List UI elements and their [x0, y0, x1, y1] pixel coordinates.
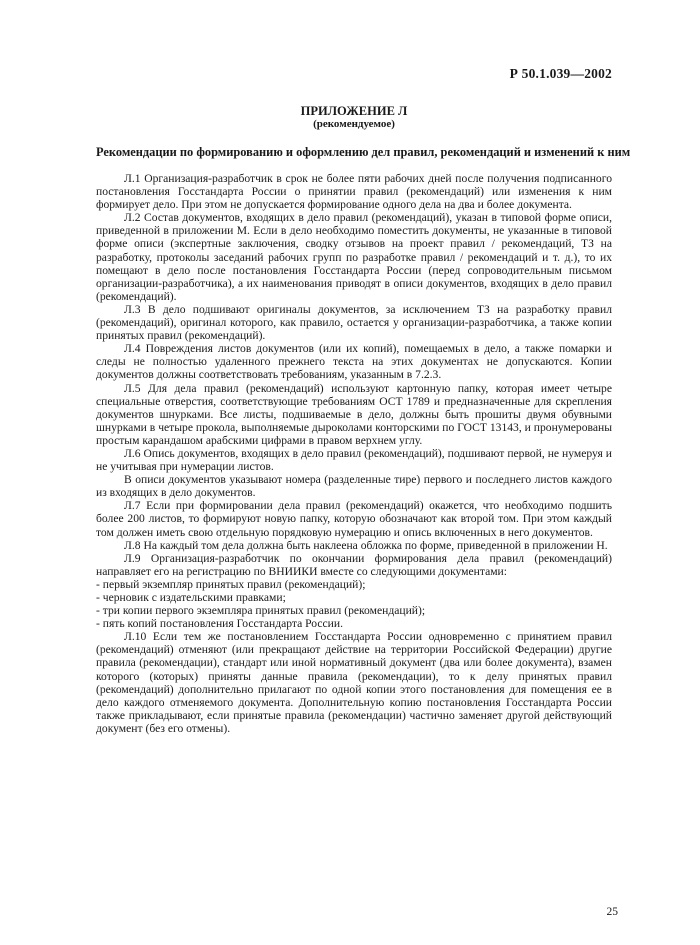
paragraph-l10: Л.10 Если тем же постановлением Госстандарта России одновременно с принятием правил (рекомендаций) отменяют (или прекращают действие на территории Российской Федерации) другие правила (рекомендации), стандарт или иной нормативный документ (два или более документа), взамен которого (которых) приняты данные правила (рекомендации), то к делу принятых правил (рекомендаций) дополнительно прилагают по одной копии этого постановления для помещения ее в дело каждого отменяемого документа. Дополнительную копию постановления Госстандарта России также прикладывают, если принятые правила (рекомендации) частично заменяет другой действующий документ (без его отмены).: [96, 630, 612, 735]
paragraph-l4: Л.4 Повреждения листов документов (или их копий), помещаемых в дело, а также помарки и следы не полностью удаленного прежнего текста на этих документах не допускаются. Копии документов должны соответствовать требованиям, указанным в 7.2.3.: [96, 342, 612, 382]
paragraph-l1: Л.1 Организация-разработчик в срок не более пяти рабочих дней после получения подписанного постановления Госстандарта России о принятии правил (рекомендаций) или изменения к ним формирует дело. При этом не допускается формирование одного дела на два и более документа.: [96, 172, 612, 212]
paragraph-l6-note: В описи документов указывают номера (разделенные тире) первого и последнего листов каждого из входящих в дело документов.: [96, 473, 612, 500]
paragraph-l2: Л.2 Состав документов, входящих в дело правил (рекомендаций), указан в типовой форме описи, приведенной в приложении М. Если в дело необходимо поместить документы, не указанные в типовой форме описи (экспертные заключения, сводку отзывов на проект правил / рекомендаций, ТЗ на разработку, протоколы заседаний рабочих групп по разработке правил / рекомендаций и т. д.), то их помещают в дело после постановления Госстандарта России (перед сопроводительным письмом организации-разработчика), а их наименования приводят в описи документов, входящих в дело правил (рекомендаций).: [96, 211, 612, 303]
list-item: - три копии первого экземпляра принятых правил (рекомендаций);: [96, 604, 426, 618]
appendix-subtitle: (рекомендуемое): [313, 118, 395, 130]
section-heading: Рекомендации по формированию и оформлению дел правил, рекомендаций и изменений к ним: [96, 145, 631, 159]
page-number: 25: [606, 906, 618, 918]
document-list: [96, 578, 612, 630]
paragraph-l9: Л.9 Организация-разработчик по окончании формирования дела правил (рекомендаций) направляет его на регистрацию по ВНИИКИ вместе со следующими документами:: [96, 551, 612, 578]
paragraph-l8: Л.8 На каждый том дела должна быть наклеена обложка по форме, приведенной в приложении Н.: [124, 538, 608, 552]
appendix-title: ПРИЛОЖЕНИЕ Л: [300, 104, 408, 118]
paragraph-l5: Л.5 Для дела правил (рекомендаций) используют картонную папку, которая имеет четыре специальные отверстия, соответствующие требованиям ОСТ 1789 и предназначенные для скрепления документов шнурками. Все листы, подшиваемые в дело, должны быть прошиты двумя обувными шнурками в четыре прокола, выполняемые дыроколами конторскими по ГОСТ 13143, и пронумерованы простым карандашом арабскими цифрами в правом верхнем углу.: [96, 381, 612, 447]
list-item: - первый экземпляр принятых правил (рекомендаций);: [96, 577, 366, 591]
paragraph-l7: Л.7 Если при формировании дела правил (рекомендаций) окажется, что необходимо подшить более 200 листов, то формируют новую папку, которую обозначают как второй том. При этом каждый том должен иметь свою отдельную порядковую нумерацию и опись включенных в него документов.: [96, 499, 612, 539]
document-body: [96, 172, 612, 735]
document-code: Р 50.1.039—2002: [509, 66, 612, 81]
list-item: - черновик с издательскими правками;: [96, 591, 286, 604]
paragraph-l3: Л.3 В дело подшивают оригиналы документов, за исключением ТЗ на разработку правил (рекомендаций), оригинал которого, как правило, остается у организации-разработчика, а также копии принятых правил (рекомендаций).: [96, 302, 612, 343]
list-item: - пять копий постановления Госстандарта России.: [96, 617, 343, 631]
paragraph-l6: Л.6 Опись документов, входящих в дело правил (рекомендаций), подшивают первой, не нумеруя и не учитывая при нумерации листов.: [96, 446, 612, 474]
